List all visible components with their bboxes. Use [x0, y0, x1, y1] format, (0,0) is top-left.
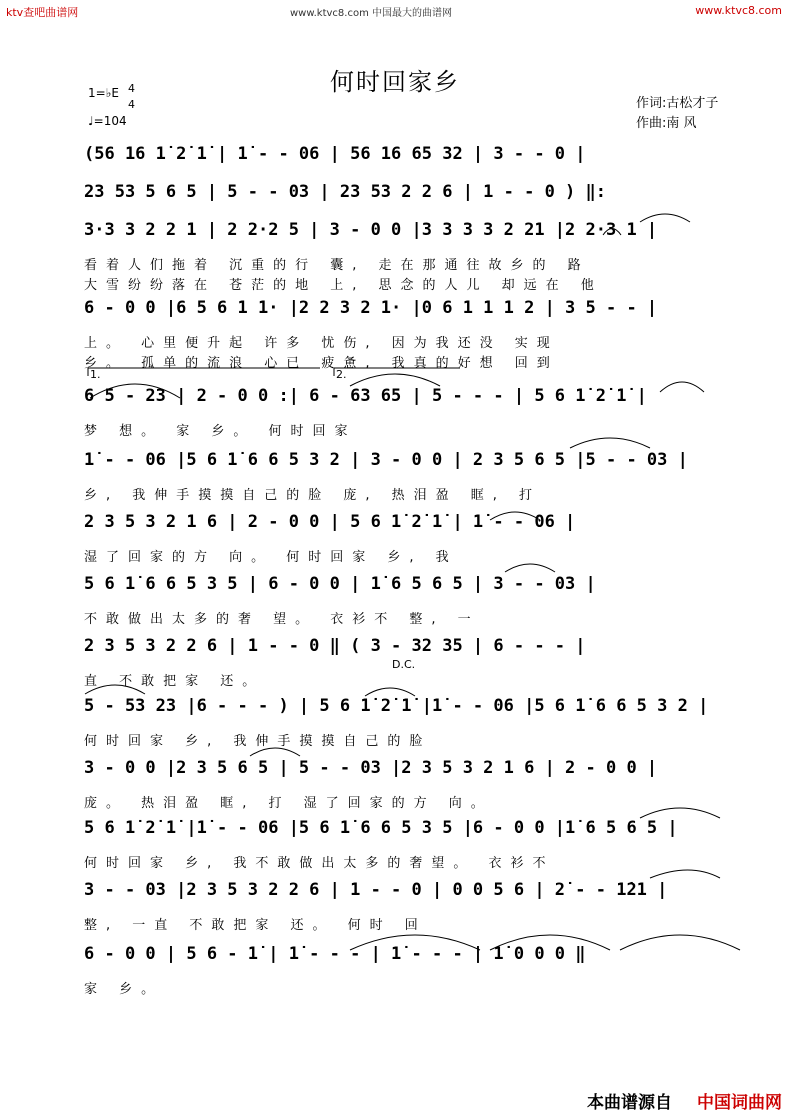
song-title: 何时回家乡: [330, 68, 460, 96]
header-right-site[interactable]: www.ktvc8.com: [695, 4, 782, 17]
time-signature-top: 4: [128, 82, 135, 95]
lyric-line: 乡, 我伸手摸摸自己的脸 庞, 热泪盈 眶, 打: [84, 488, 542, 503]
slur: [640, 214, 690, 222]
slur: [505, 564, 555, 572]
notation-row: 3 - 0 0 |2 3 5 6 5 | 5 - - 03 |2 3 5 3 2 1 6 | 2 - 0 0 |: [84, 758, 658, 778]
da-capo-marking: D.C.: [392, 658, 416, 671]
lyric-line: 直 不敢把家 还。: [84, 674, 265, 689]
lyric-line: 大雪纷纷落在 苍茫的地 上, 思念的人儿 却远在 他: [84, 278, 603, 293]
slur: [350, 374, 440, 386]
notation-row: 23 53 5 6 5 | 5 - - 03 | 23 53 2 2 6 | 1 - - 0 ) ‖:: [84, 182, 606, 202]
lyric-line: 不敢做出太多的奢 望。 衣衫不 整, 一: [84, 612, 480, 627]
notation-row: 5 6 1̇ 6 6 5 3 5 | 6 - 0 0 | 1̇ 6 5 6 5 | 3 - - 03 |: [84, 574, 596, 594]
slur: [490, 512, 540, 520]
composer: 作曲:南 风: [636, 116, 697, 131]
footer-brand[interactable]: 中国词曲网: [697, 1093, 782, 1113]
notation-row: 1̇ - - 06 |5 6 1̇ 6 6 5 3 2 | 3 - 0 0 | 2 3 5 6 5 |5 - - 03 |: [84, 450, 688, 470]
lyric-line: 看着人们拖着 沉重的行 囊, 走在那通往故乡的 路: [84, 258, 590, 273]
slur: [90, 384, 180, 398]
lyric-line: 整, 一直 不敢把家 还。 何时 回: [84, 918, 427, 933]
slur: [350, 935, 480, 950]
notation-row: 6 - 0 0 |6 5 6 1 1· |2 2 3 2 1· |0 6 1 1 1 2 | 3 5 - - |: [84, 298, 658, 318]
slur: [650, 870, 720, 878]
header-left-site[interactable]: ktv查吧曲谱网: [6, 6, 79, 19]
notation-row: 3·3 3 2 2 1 | 2 2·2 5 | 3 - 0 0 |3 3 3 3 2 21 |2 2·3 1 |: [84, 220, 658, 240]
footer-source-label: 本曲谱源自: [587, 1093, 672, 1113]
notation-row: 3 - - 03 |2 3 5 3 2 2 6 | 1 - - 0 | 0 0 5 6 | 2̇ - - 1̇21 |: [84, 880, 668, 900]
time-signature-bottom: 4: [128, 98, 135, 111]
notation-row: 2 3 5 3 2 2 6 | 1 - - 0 ‖ ( 3 - 32 35 | 6 - - - |: [84, 636, 586, 656]
notation-row: 5 6 1̇ 2̇ 1̇ |1̇ - - 06 |5 6 1̇ 6 6 5 3 5 |6 - 0 0 |1̇ 6 5 6 5 |: [84, 818, 678, 838]
lyric-line: 家 乡。: [84, 982, 164, 997]
notation-row: (56 16 1̇ 2̇ 1̇ | 1̇ - - 06 | 56 16 65 32 | 3 - - 0 |: [84, 144, 586, 164]
notation-row: 6 5 - 23 | 2 - 0 0 :| 6 - 63 65 | 5 - - - | 5 6 1̇ 2̇ 1̇ |: [84, 386, 647, 406]
key-signature: 1=♭E: [88, 86, 119, 100]
slur: [85, 685, 145, 694]
lyricist: 作词:古松才子: [636, 96, 719, 111]
slur: [603, 229, 621, 236]
slur: [660, 382, 704, 392]
tempo-marking: ♩=104: [88, 114, 127, 128]
slur: [620, 935, 740, 950]
lyric-line: 湿了回家的方 向。 何时回家 乡, 我: [84, 550, 458, 565]
volta-2: 2.: [336, 368, 347, 381]
lyric-line: 梦 想。 家 乡。 何时回家: [84, 424, 357, 439]
lyric-line: 何时回家 乡, 我伸手摸摸自己的脸: [84, 734, 432, 749]
slur: [640, 808, 720, 818]
lyric-line: 上。 心里便升起 许多 忧伤, 因为我还没 实现: [84, 336, 559, 351]
slur: [250, 748, 300, 756]
header-middle-site[interactable]: www.ktvc8.com 中国最大的曲谱网: [290, 8, 453, 19]
notation-row: 6 - 0 0 | 5 6 - 1̇ | 1̇ - - - | 1̇ - - - | 1̇ 0 0 0 ‖: [84, 944, 586, 964]
slur: [490, 935, 610, 950]
lyric-line: 乡。 孤单的流浪 心已 疲惫, 我真的好想 回到: [84, 356, 559, 371]
notation-row: 2 3 5 3 2 1 6 | 2 - 0 0 | 5 6 1̇ 2̇ 1̇ | 1̇ - - 06 |: [84, 512, 576, 532]
lyric-line: 庞。 热泪盈 眶, 打 湿了回家的方 向。: [84, 796, 493, 811]
notation-row: 5 - 53 23 |6 - - - ) | 5 6 1̇ 2̇ 1̇ |1̇ - - 06 |5 6 1̇ 6 6 5 3 2 |: [84, 696, 709, 716]
lyric-line: 何时回家 乡, 我不敢做出太多的奢望。 衣衫不: [84, 856, 555, 871]
slur: [570, 438, 650, 448]
slur: [365, 688, 415, 696]
volta-1: 1.: [90, 368, 101, 381]
